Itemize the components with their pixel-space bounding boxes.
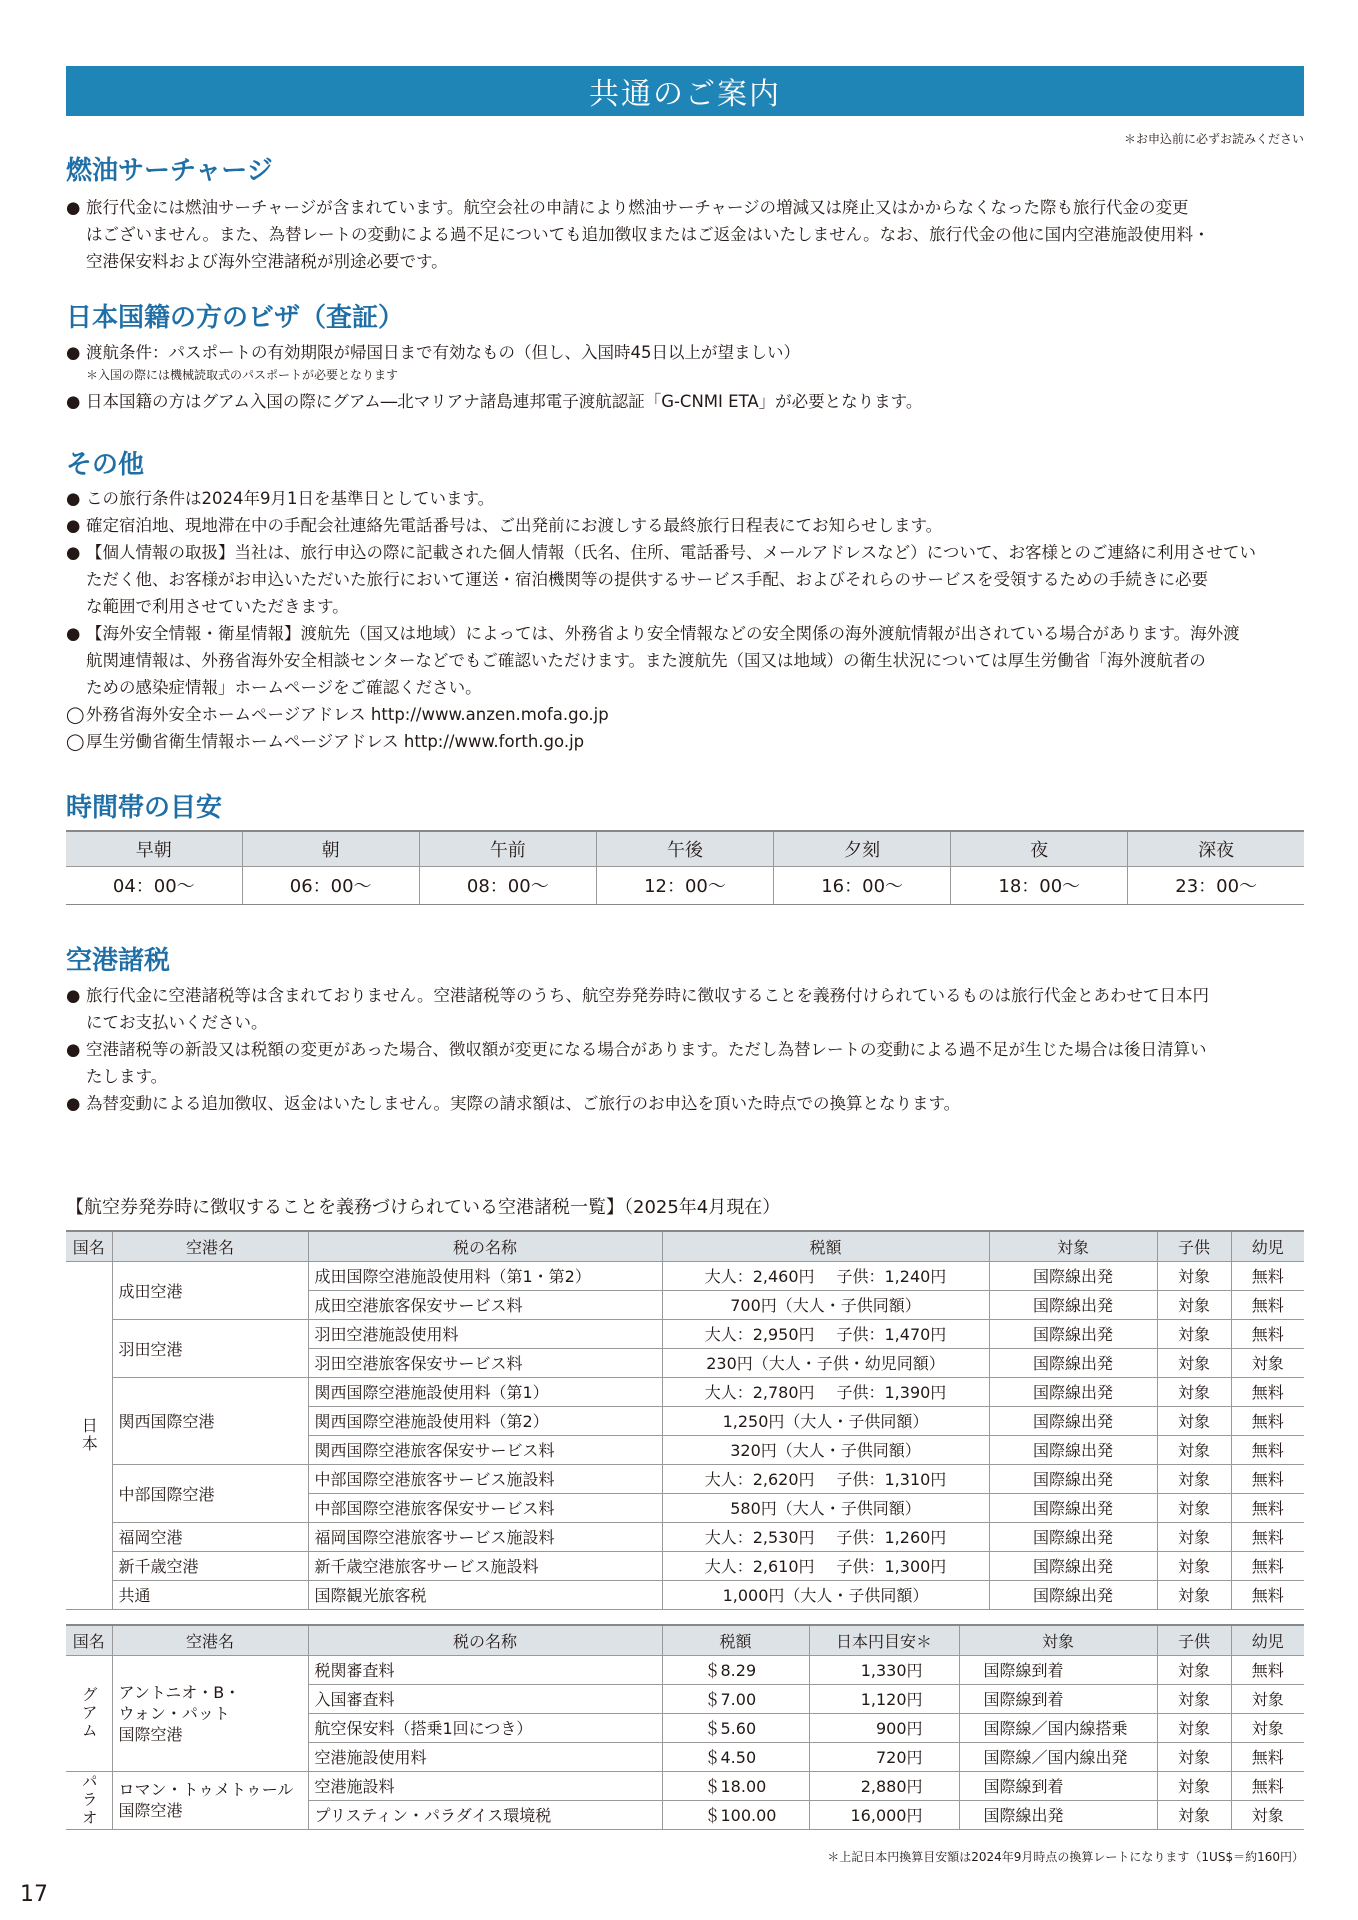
child-status: 対象	[1157, 1771, 1231, 1800]
time-value: 23：00～	[1128, 866, 1304, 904]
other-line: 【海外安全情報・衛星情報】渡航先（国又は地域）によっては、外務省より安全情報などの安全関係の海外渡航情報が出されている場合があります。海外渡	[86, 624, 1240, 643]
tax-line: 空港諸税等の新設又は税額の変更があった場合、徴収額が変更になる場合があります。ただし為替レートの変動による過不足が生じた場合は後日清算い	[86, 1040, 1207, 1059]
surcharge-line: はございません。また、為替レートの変動による過不足についても追加徴収またはご返金はいたしません。なお、旅行代金の他に国内空港施設使用料・	[86, 225, 1210, 244]
visa-section	[66, 339, 1306, 415]
tax-line: 旅行代金に空港諸税等は含まれておりません。空港諸税等のうち、航空券発券時に徴収することを義務付けられているものは旅行代金とあわせて日本円	[86, 986, 1209, 1005]
tax-usd: ＄18.00	[662, 1771, 809, 1800]
time-header: 夕刻	[774, 831, 951, 866]
other-line: 航関連情報は、外務省海外安全相談センターなどでもご確認いただけます。また渡航先（国又は地域）の衛生状況については厚生労働省「海外渡航者の	[86, 651, 1206, 670]
infant-status: 対象	[1231, 1348, 1304, 1377]
child-status: 対象	[1157, 1261, 1231, 1290]
col-airport: 空港名	[112, 1625, 308, 1655]
airport-name: 成田空港	[112, 1261, 308, 1319]
tax-name: 新千歳空港旅客サービス施設料	[308, 1551, 662, 1580]
table-row	[66, 1655, 1304, 1684]
other-line: ただく他、お客様がお申込いただいた旅行において運送・宿泊機関等の提供するサービス手配、およびそれらのサービスを受領するための手続きに必要	[86, 570, 1208, 589]
col-infant: 幼児	[1231, 1231, 1304, 1261]
tax-amount: 230円（大人・子供・幼児同額）	[662, 1348, 989, 1377]
tax-jpy: 2,880円	[809, 1771, 959, 1800]
infant-status: 無料	[1231, 1742, 1304, 1771]
visa-note: ＊入国の際には機械読取式のパスポートが必要となります	[86, 368, 399, 382]
tax-name: 福岡国際空港旅客サービス施設料	[308, 1522, 662, 1551]
tax-usd: ＄7.00	[662, 1684, 809, 1713]
airport-name-guam	[112, 1655, 308, 1771]
col-child: 子供	[1157, 1625, 1231, 1655]
time-value: 12：00～	[596, 866, 773, 904]
airport-name: 新千歳空港	[112, 1551, 308, 1580]
bullet-mark: ●	[66, 543, 81, 562]
tax-amount	[662, 1261, 989, 1290]
col-country: 国名	[66, 1625, 112, 1655]
bullet-mark: ●	[66, 343, 81, 362]
read-before-note: ＊お申込前に必ずお読みください	[1123, 132, 1304, 146]
tax-amount: 700円（大人・子供同額）	[662, 1290, 989, 1319]
child-status: 対象	[1157, 1551, 1231, 1580]
col-target: 対象	[959, 1625, 1157, 1655]
time-value-row	[66, 866, 1304, 904]
tax-amount: 1,000円（大人・子供同額）	[662, 1580, 989, 1609]
tax-jpy: 1,120円	[809, 1684, 959, 1713]
airport-name: 中部国際空港	[112, 1464, 308, 1522]
infant-status: 無料	[1231, 1771, 1304, 1800]
tax-name: 関西国際空港施設使用料（第1）	[308, 1377, 662, 1406]
adult-fee: 大人：2,620円	[704, 1470, 815, 1489]
surcharge-title: 燃油サーチャージ	[66, 156, 273, 186]
infant-status: 無料	[1231, 1377, 1304, 1406]
tax-name: 航空保安料（搭乗1回につき）	[308, 1713, 662, 1742]
tax-usd: ＄100.00	[662, 1800, 809, 1829]
tax-target: 国際線出発	[989, 1290, 1157, 1319]
circle-mark: ◯	[66, 732, 85, 751]
other-bullet	[66, 512, 1306, 539]
airport-name: 羽田空港	[112, 1319, 308, 1377]
page-title: 共通のご案内	[589, 77, 781, 112]
tax-name: プリスティン・パラダイス環境税	[308, 1800, 662, 1829]
other-section	[66, 485, 1306, 755]
airport-name: 福岡空港	[112, 1522, 308, 1551]
adult-fee: 大人：2,780円	[704, 1383, 815, 1402]
page-number: 17	[20, 1882, 48, 1907]
page-title-banner	[66, 66, 1304, 116]
tax-line: 為替変動による追加徴収、返金はいたしません。実際の請求額は、ご旅行のお申込を頂いた時点での換算となります。	[86, 1094, 961, 1113]
visa-line: 渡航条件：パスポートの有効期限が帰国日まで有効なもの（但し、入国時45日以上が望ましい）	[86, 343, 800, 362]
infant-status: 無料	[1231, 1493, 1304, 1522]
other-bullet	[66, 620, 1306, 701]
child-status: 対象	[1157, 1435, 1231, 1464]
child-status: 対象	[1157, 1319, 1231, 1348]
tax-target: 国際線出発	[989, 1377, 1157, 1406]
tax-amount	[662, 1319, 989, 1348]
tax-line: にてお支払いください。	[86, 1013, 268, 1032]
col-country: 国名	[66, 1231, 112, 1261]
surcharge-bullet	[66, 194, 1306, 275]
tax-name: 国際観光旅客税	[308, 1580, 662, 1609]
tax-usd: ＄8.29	[662, 1655, 809, 1684]
tax-target: 国際線出発	[989, 1580, 1157, 1609]
surcharge-section	[66, 194, 1306, 275]
country-palau: パラオ	[66, 1771, 112, 1829]
child-status: 対象	[1157, 1655, 1231, 1684]
col-tax-name: 税の名称	[308, 1231, 662, 1261]
other-line: この旅行条件は2024年9月1日を基準日としています。	[86, 489, 495, 508]
bullet-mark: ●	[66, 392, 81, 411]
airport-line: ウォン・パット	[118, 1703, 230, 1723]
visa-bullet	[66, 339, 1306, 366]
tax-target: 国際線／国内線搭乗	[959, 1713, 1157, 1742]
tax-bullet	[66, 982, 1306, 1036]
table-row	[66, 1771, 1304, 1800]
airport-name: 関西国際空港	[112, 1377, 308, 1464]
child-fee: 子供：1,470円	[836, 1325, 947, 1344]
tax-target: 国際線出発	[989, 1551, 1157, 1580]
tax-name: 中部国際空港旅客保安サービス料	[308, 1493, 662, 1522]
bullet-mark: ●	[66, 1040, 81, 1059]
bullet-mark: ●	[66, 1094, 81, 1113]
tax-target: 国際線出発	[959, 1800, 1157, 1829]
tax-target: 国際線出発	[989, 1435, 1157, 1464]
infant-status: 無料	[1231, 1551, 1304, 1580]
col-amount: 税額	[662, 1231, 989, 1261]
tax-jpy: 900円	[809, 1713, 959, 1742]
overseas-tax-table	[66, 1624, 1304, 1830]
adult-fee: 大人：2,460円	[704, 1267, 815, 1286]
infant-status: 無料	[1231, 1406, 1304, 1435]
visa-line: 日本国籍の方はグアム入国の際にグアム―北マリアナ諸島連邦電子渡航認証「G-CNMI ETA」が必要となります。	[86, 392, 923, 411]
child-status: 対象	[1157, 1406, 1231, 1435]
child-fee: 子供：1,300円	[836, 1557, 947, 1576]
other-bullet	[66, 539, 1306, 620]
tax-amount	[662, 1464, 989, 1493]
table-row	[66, 1580, 1304, 1609]
tax-jpy: 720円	[809, 1742, 959, 1771]
tax-target: 国際線／国内線出発	[959, 1742, 1157, 1771]
col-amount: 税額	[662, 1625, 809, 1655]
child-status: 対象	[1157, 1713, 1231, 1742]
bullet-mark: ●	[66, 986, 81, 1005]
adult-fee: 大人：2,610円	[704, 1557, 815, 1576]
tax-target: 国際線出発	[989, 1464, 1157, 1493]
tax-target: 国際線出発	[989, 1261, 1157, 1290]
child-fee: 子供：1,310円	[836, 1470, 947, 1489]
child-fee: 子供：1,390円	[836, 1383, 947, 1402]
other-line: 確定宿泊地、現地滞在中の手配会社連絡先電話番号は、ご出発前にお渡しする最終旅行日程表にてお知らせします。	[86, 516, 943, 535]
infant-status: 無料	[1231, 1580, 1304, 1609]
time-header: 早朝	[66, 831, 242, 866]
infant-status: 対象	[1231, 1713, 1304, 1742]
surcharge-line: 空港保安料および海外空港諸税が別途必要です。	[86, 252, 448, 271]
tax-amount: 1,250円（大人・子供同額）	[662, 1406, 989, 1435]
table-row	[66, 1377, 1304, 1406]
country-guam: グアム	[66, 1655, 112, 1771]
child-status: 対象	[1157, 1580, 1231, 1609]
tax-target: 国際線出発	[989, 1406, 1157, 1435]
circle-mark: ◯	[66, 705, 85, 724]
tax-name: 中部国際空港旅客サービス施設料	[308, 1464, 662, 1493]
airport-line: ロマン・トゥメトゥール	[118, 1780, 294, 1799]
time-title: 時間帯の目安	[66, 793, 223, 823]
other-bullet	[66, 485, 1306, 512]
tax-amount	[662, 1377, 989, 1406]
tax-amount	[662, 1522, 989, 1551]
child-status: 対象	[1157, 1684, 1231, 1713]
country-japan: 日本	[66, 1261, 112, 1609]
infant-status: 無料	[1231, 1261, 1304, 1290]
other-line: な範囲で利用させていただきます。	[86, 597, 349, 616]
other-title: その他	[66, 450, 145, 480]
time-value: 04：00～	[66, 866, 242, 904]
tax-amount: 580円（大人・子供同額）	[662, 1493, 989, 1522]
table-row	[66, 1319, 1304, 1348]
table-row	[66, 1261, 1304, 1290]
col-tax-name: 税の名称	[308, 1625, 662, 1655]
visa-bullet	[66, 388, 1306, 415]
tax-jpy: 1,330円	[809, 1655, 959, 1684]
adult-fee: 大人：2,950円	[704, 1325, 815, 1344]
link-item	[66, 728, 1306, 755]
tax-target: 国際線出発	[989, 1319, 1157, 1348]
col-jpy-estimate: 日本円目安＊	[809, 1625, 959, 1655]
table-row	[66, 1522, 1304, 1551]
bullet-mark: ●	[66, 516, 81, 535]
time-header: 夜	[951, 831, 1128, 866]
col-child: 子供	[1157, 1231, 1231, 1261]
visa-title: 日本国籍の方のビザ（査証）	[66, 303, 405, 333]
airport-name-palau	[112, 1771, 308, 1829]
japan-tax-table	[66, 1230, 1304, 1610]
airport-name: 共通	[112, 1580, 308, 1609]
airport-line: アントニオ・B・	[118, 1682, 241, 1702]
exchange-rate-footnote: ＊上記日本円換算目安額は2024年9月時点の換算レートになります（1US$＝約160円）	[827, 1850, 1304, 1864]
tax-jpy: 16,000円	[809, 1800, 959, 1829]
child-fee: 子供：1,240円	[836, 1267, 947, 1286]
tax-name: 関西国際空港旅客保安サービス料	[308, 1435, 662, 1464]
airport-tax-title: 空港諸税	[66, 946, 171, 976]
bullet-mark: ●	[66, 624, 81, 643]
tax-target: 国際線到着	[959, 1655, 1157, 1684]
child-fee: 子供：1,260円	[836, 1528, 947, 1547]
adult-fee: 大人：2,530円	[704, 1528, 815, 1547]
other-line: ための感染症情報」ホームページをご確認ください。	[86, 678, 482, 697]
tax-name: 成田空港旅客保安サービス料	[308, 1290, 662, 1319]
infant-status: 対象	[1231, 1800, 1304, 1829]
col-airport: 空港名	[112, 1231, 308, 1261]
time-header: 午後	[596, 831, 773, 866]
anzen-link[interactable]: 外務省海外安全ホームページアドレス http://www.anzen.mofa.go.jp	[86, 705, 609, 724]
infant-status: 無料	[1231, 1435, 1304, 1464]
time-value: 18：00～	[951, 866, 1128, 904]
japan-header-row	[66, 1231, 1304, 1261]
child-status: 対象	[1157, 1348, 1231, 1377]
child-status: 対象	[1157, 1800, 1231, 1829]
tax-name: 成田国際空港施設使用料（第1・第2）	[308, 1261, 662, 1290]
tax-usd: ＄4.50	[662, 1742, 809, 1771]
overseas-header-row	[66, 1625, 1304, 1655]
tax-name: 税関審査料	[308, 1655, 662, 1684]
tax-line: たします。	[86, 1067, 168, 1086]
table-row	[66, 1464, 1304, 1493]
child-status: 対象	[1157, 1290, 1231, 1319]
tax-target: 国際線到着	[959, 1771, 1157, 1800]
infant-status: 無料	[1231, 1319, 1304, 1348]
time-header: 朝	[242, 831, 419, 866]
airport-tax-section	[66, 982, 1306, 1117]
bullet-mark: ●	[66, 489, 81, 508]
infant-status: 無料	[1231, 1290, 1304, 1319]
child-status: 対象	[1157, 1493, 1231, 1522]
infant-status: 無料	[1231, 1464, 1304, 1493]
tax-amount	[662, 1551, 989, 1580]
bullet-mark: ●	[66, 198, 81, 217]
other-line: 【個人情報の取扱】当社は、旅行申込の際に記載された個人情報（氏名、住所、電話番号、メールアドレスなど）について、お客様とのご連絡に利用させてい	[86, 543, 1257, 562]
tax-target: 国際線到着	[959, 1684, 1157, 1713]
child-status: 対象	[1157, 1522, 1231, 1551]
tax-name: 入国審査料	[308, 1684, 662, 1713]
infant-status: 対象	[1231, 1684, 1304, 1713]
time-header-row	[66, 831, 1304, 866]
tax-name: 羽田空港旅客保安サービス料	[308, 1348, 662, 1377]
time-value: 16：00～	[774, 866, 951, 904]
tax-bullet	[66, 1036, 1306, 1090]
tax-name: 空港施設料	[308, 1771, 662, 1800]
table-row	[66, 1551, 1304, 1580]
time-header: 深夜	[1128, 831, 1304, 866]
time-header: 午前	[419, 831, 596, 866]
tax-target: 国際線出発	[989, 1348, 1157, 1377]
airport-line: 国際空港	[118, 1724, 183, 1744]
airport-line: 国際空港	[118, 1801, 183, 1820]
child-status: 対象	[1157, 1742, 1231, 1771]
surcharge-line: 旅行代金には燃油サーチャージが含まれています。航空会社の申請により燃油サーチャージの増減又は廃止又はかからなくなった際も旅行代金の変更	[86, 198, 1189, 217]
col-target: 対象	[989, 1231, 1157, 1261]
infant-status: 無料	[1231, 1655, 1304, 1684]
tax-target: 国際線出発	[989, 1522, 1157, 1551]
tax-list-caption: 【航空券発券時に徴収することを義務づけられている空港諸税一覧】（2025年4月現在）	[66, 1197, 781, 1218]
child-status: 対象	[1157, 1464, 1231, 1493]
time-value: 06：00～	[242, 866, 419, 904]
tax-name: 羽田空港施設使用料	[308, 1319, 662, 1348]
time-value: 08：00～	[419, 866, 596, 904]
infant-status: 無料	[1231, 1522, 1304, 1551]
tax-name: 空港施設使用料	[308, 1742, 662, 1771]
tax-usd: ＄5.60	[662, 1713, 809, 1742]
tax-amount: 320円（大人・子供同額）	[662, 1435, 989, 1464]
time-table	[66, 830, 1304, 905]
link-item	[66, 701, 1306, 728]
tax-target: 国際線出発	[989, 1493, 1157, 1522]
col-infant: 幼児	[1231, 1625, 1304, 1655]
child-status: 対象	[1157, 1377, 1231, 1406]
tax-bullet	[66, 1090, 1306, 1117]
tax-name: 関西国際空港施設使用料（第2）	[308, 1406, 662, 1435]
forth-link[interactable]: 厚生労働省衛生情報ホームページアドレス http://www.forth.go.jp	[86, 732, 585, 751]
